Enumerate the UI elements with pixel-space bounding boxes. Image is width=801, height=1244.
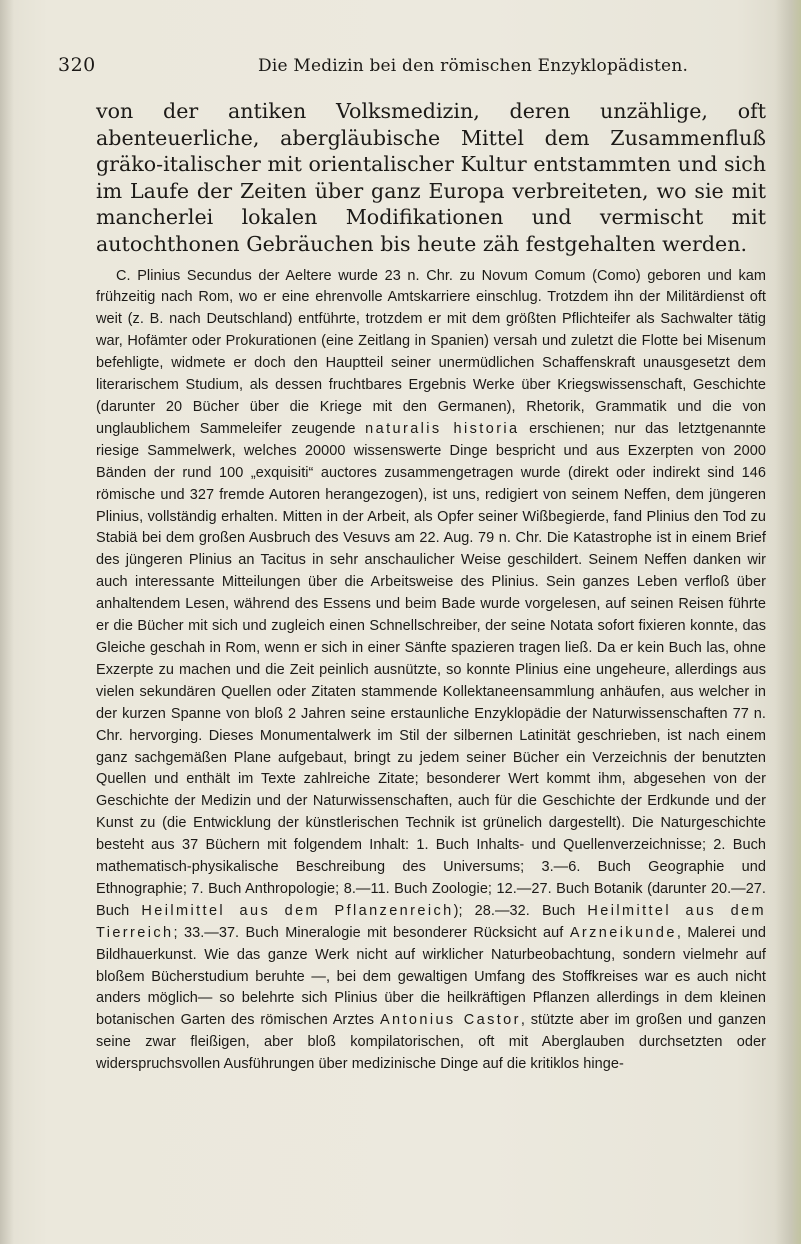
heilmittel-tier-term: Heilmittel aus dem Tierreich [96, 902, 766, 941]
page-number: 320 [58, 54, 96, 76]
page-gutter-shadow [0, 0, 14, 1244]
pliny-text-5: , Malerei und Bildhauerkunst. Wie das ganze Werk nicht auf wirklicher Naturbeobachtung, sondern vielmehr auf bloßem Bücherstudium beruhte —, bei dem gewaltigen Umfang des Stoffkreises war es auch nicht anders möglich— so belehrte sich Plinius über die heilkräftigen Pflanzen allerdings in dem kleinen botanischen Garten des römischen Arztes [96, 924, 766, 1029]
pliny-text-4: ; 33.—37. Buch Mineralogie mit besonderer Rücksicht auf [173, 924, 564, 941]
heilmittel-pflanzen-term: Heilmittel aus dem Pflanzenreich [141, 902, 454, 919]
pliny-paragraph [96, 266, 766, 1077]
pliny-text-1: C. Plinius Secundus der Aeltere wurde 23 n. Chr. zu Novum Comum (Como) geboren und kam frühzeitig nach Rom, wo er eine ehrenvolle Amtskarriere einschlug. Trotzdem ihn der Militärdienst oft weit (z. B. nach Deutschland) entführte, trotzdem er mit dem größten Pflichteifer als Sachwalter tätig war, Hofämter oder Prokurationen (eine Zeitlang in Spanien) versah und zuletzt die Flotte bei Misenum befehligte, widmete er doch den Hauptteil seiner unermüdlichen Schaffenskraft unausgesetzt dem literarischem Studium, als dessen fruchtbares Ergebnis Werke über Kriegswissenschaft, Geschichte (darunter 20 Bücher über die Kriege mit den Germanen), Rhetorik, Grammatik und die von unglaublichem Sammeleifer zeugende [96, 267, 766, 437]
page-body [96, 98, 766, 1076]
pliny-text-2: erschienen; nur das letztgenannte riesige Sammelwerk, welches 20000 wissenswerte Dinge bespricht und aus Exzerpten von 2000 Bänden der rund 100 „exquisiti“ auctores zusammengetragen wurde (direkt oder indirekt sind 146 römische und 327 fremde Autoren herangezogen), ist uns, redigiert von seinem Neffen, dem jüngeren Plinius, vollständig erhalten. Mitten in der Arbeit, als Opfer seiner Wißbegierde, fand Plinius den Tod zu Stabiä bei dem großen Ausbruch des Vesuvs am 22. Aug. 79 n. Chr. Die Katastrophe ist in einem Brief des jüngeren Plinius an Tacitus in sehr anschaulicher Weise geschildert. Seinem Neffen danken wir auch interessante Mitteilungen über die Arbeitsweise des Plinius. Sein ganzes Leben verfloß über anhaltendem Lesen, während des Essens und beim Bade wurde vorgelesen, auf seinen Reisen führte er die Bücher mit sich und zugleich einen Schnellschreiber, der seine Notata sofort fixieren konnte, das Gleiche geschah in Rom, wenn er sich in einer Sänfte spazieren tragen ließ. Da er kein Buch las, ohne Exzerpte zu machen und die Zeit peinlich ausnützte, so konnte Plinius eine ungeheure, allerdings aus vielen sekundären Quellen oder Zitaten stammende Kollektaneensammlung anhäufen, aus welcher in der kurzen Spanne von bloß 2 Jahren seine erstaunliche Enzyklopädie der Naturwissenschaften 77 n. Chr. hervorging. Dieses Monumentalwerk im Stil der silbernen Latinität geschrieben, ist nach einem ganz sachgemäßen Plane aufgebaut, bringt zu jedem seiner Bücher ein Verzeichnis der benutzten Quellen und enthält im Texte zahlreiche Zitate; besonderer Wert kommt ihm, abgesehen von der Geschichte der Medizin und der Naturwissenschaften, auch für die Geschichte der Erdkunde und der Kunst zu (die Entwicklung der künstlerischen Technik ist grünelich dargestellt). Die Naturgeschichte besteht aus 37 Büchern mit folgendem Inhalt: 1. Buch Inhalts- und Quellenverzeichnisse; 2. Buch mathematisch-physikalische Beschreibung des Universums; 3.—6. Buch Geographie und Ethnographie; 7. Buch Anthropologie; 8.—11. Buch Zoologie; 12.—27. Buch Botanik (darunter 20.—27. Buch [96, 420, 766, 919]
naturalis-historia-term: naturalis historia [365, 420, 520, 437]
running-head [58, 54, 758, 84]
antonius-castor-name: Antonius Castor [379, 1012, 521, 1029]
pliny-text-3: ); 28.—32. Buch [453, 902, 576, 919]
running-title: Die Medizin bei den römischen Enzyklopädisten. [258, 56, 689, 76]
arzneikunde-term: Arzneikunde [569, 924, 677, 941]
page-edge-shadow [775, 0, 801, 1244]
pliny-text-6: , stützte aber im großen und ganzen seine zwar fleißigen, aber bloß kompilatorischen, oft mit Aberglauben durchsetzten oder widerspruchsvollen Ausführungen über medizinische Dinge auf die kritiklos hinge- [96, 1012, 766, 1073]
lead-paragraph: von der antiken Volksmedizin, deren unzählige, oft abenteuerliche, abergläubische Mittel dem Zusammenfluß gräko-italischer mit orientalischer Kultur entstammten und sich im Laufe der Zeiten über ganz Europa verbreiteten, wo sie mit mancherlei lokalen Modifikationen und vermischt mit autochthonen Gebräuchen bis heute zäh festgehalten werden. [96, 99, 766, 256]
